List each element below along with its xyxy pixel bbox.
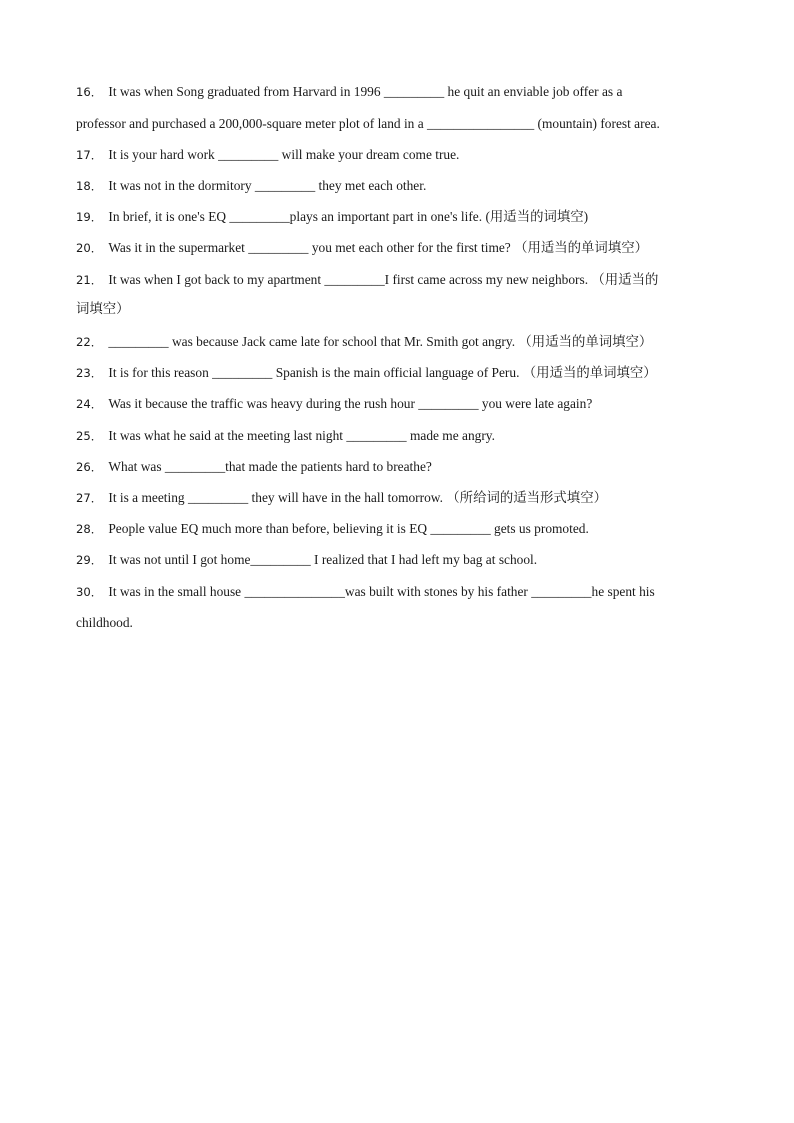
question-number: 20． <box>76 241 103 255</box>
question-number: 27． <box>76 491 103 505</box>
question-16-line-2 <box>76 108 726 139</box>
question-text: What was _________that made the patients hard to breathe? <box>108 459 432 474</box>
question-28 <box>76 513 726 545</box>
question-19 <box>76 201 726 233</box>
question-number: 16． <box>76 85 103 99</box>
question-18 <box>76 170 726 202</box>
question-text: It was when Song graduated from Harvard in 1996 _________ he quit an enviable job offer as a <box>108 84 623 99</box>
question-22 <box>76 326 726 358</box>
question-27 <box>76 482 726 514</box>
question-17 <box>76 139 726 171</box>
question-20 <box>76 232 726 264</box>
question-25 <box>76 420 726 452</box>
question-21-line-2 <box>76 293 726 324</box>
question-number: 30． <box>76 585 103 599</box>
question-text: Was it in the supermarket _________ you met each other for the first time? （用适当的单词填空） <box>108 240 648 255</box>
question-text: It was not until I got home_________ I realized that I had left my bag at school. <box>108 552 538 567</box>
question-number: 21． <box>76 273 103 287</box>
question-30-line-2 <box>76 607 726 638</box>
question-text: _________ was because Jack came late for school that Mr. Smith got angry. （用适当的单词填空） <box>108 334 653 349</box>
question-23 <box>76 357 726 389</box>
question-text: In brief, it is one's EQ _________plays an important part in one's life. (用适当的词填空) <box>108 209 589 224</box>
question-text: It is your hard work _________ will make your dream come true. <box>108 147 460 162</box>
question-text: It was not in the dormitory _________ they met each other. <box>108 178 427 193</box>
question-21-line-1 <box>76 264 726 296</box>
question-24 <box>76 388 726 420</box>
question-text: Was it because the traffic was heavy during the rush hour _________ you were late again? <box>108 396 593 411</box>
question-30-line-1 <box>76 576 726 608</box>
question-text: childhood. <box>76 615 133 630</box>
question-number: 17． <box>76 148 103 162</box>
question-26 <box>76 451 726 483</box>
question-number: 18． <box>76 179 103 193</box>
question-number: 22． <box>76 335 103 349</box>
question-29 <box>76 544 726 576</box>
question-number: 29． <box>76 553 103 567</box>
question-text: professor and purchased a 200,000-square meter plot of land in a ________________ (mountain) forest area. <box>76 116 660 131</box>
question-number: 25． <box>76 429 103 443</box>
question-number: 24． <box>76 397 103 411</box>
question-text: It was when I got back to my apartment _________I first came across my new neighbors. （用适当的 <box>108 272 659 287</box>
question-number: 23． <box>76 366 103 380</box>
question-text: It was in the small house _______________was built with stones by his father _________he spent his <box>108 584 655 599</box>
question-number: 28． <box>76 522 103 536</box>
question-text: People value EQ much more than before, believing it is EQ _________ gets us promoted. <box>108 521 589 536</box>
question-text: It was what he said at the meeting last night _________ made me angry. <box>108 428 495 443</box>
question-16-line-1 <box>76 76 726 108</box>
question-number: 19． <box>76 210 103 224</box>
question-text: It is for this reason _________ Spanish is the main official language of Peru. （用适当的单词填空） <box>108 365 657 380</box>
question-text: 词填空） <box>76 301 130 316</box>
question-number: 26． <box>76 460 103 474</box>
question-text: It is a meeting _________ they will have in the hall tomorrow. （所给词的适当形式填空） <box>108 490 607 505</box>
